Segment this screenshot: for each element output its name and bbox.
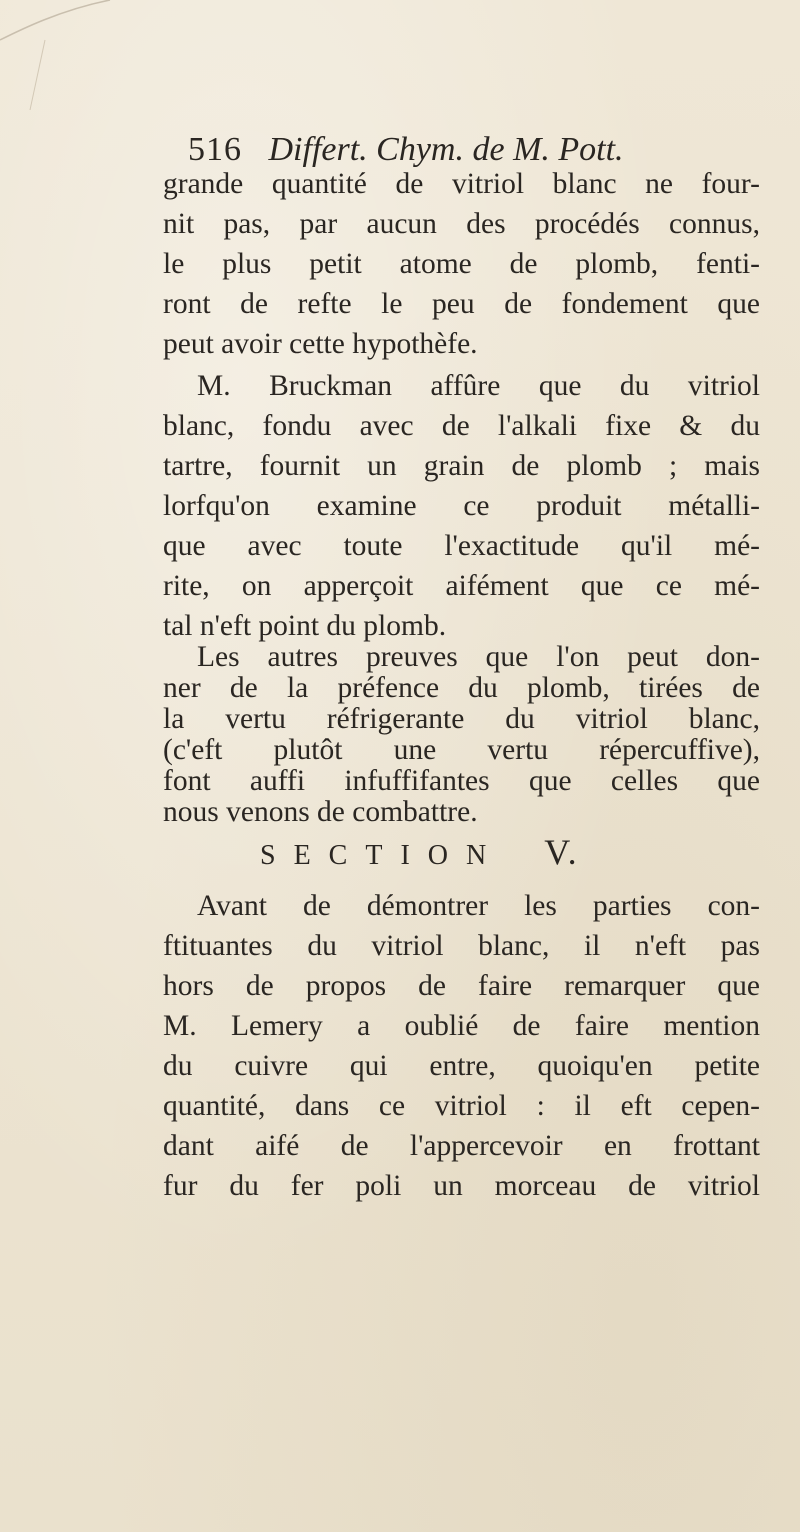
text-line: font auffi infuffifantes que celles que	[163, 765, 760, 797]
text-line: nit pas, par aucun des procédés connus,	[163, 208, 760, 240]
text-line: dant aifé de l'appercevoir en frottant	[163, 1130, 760, 1162]
text-line: quantité, dans ce vitriol : il eft cepen-	[163, 1090, 760, 1122]
text-line: fur du fer poli un morceau de vitriol	[163, 1170, 760, 1202]
text-line: Avant de démontrer les parties con-	[197, 890, 760, 922]
text-line: M. Lemery a oublié de faire mention	[163, 1010, 760, 1042]
text-line: nous venons de combattre.	[163, 796, 478, 828]
text-line: ront de refte le peu de fondement que	[163, 288, 760, 320]
text-line: M. Bruckman affûre que du vitriol	[197, 370, 760, 402]
text-line: rite, on apperçoit aifément que ce mé-	[163, 570, 760, 602]
section-heading	[260, 830, 700, 874]
text-line: le plus petit atome de plomb, fenti-	[163, 248, 760, 280]
section-number: V.	[544, 832, 579, 872]
text-line: lorfqu'on examine ce produit métalli-	[163, 490, 760, 522]
text-line: du cuivre qui entre, quoiqu'en petite	[163, 1050, 760, 1082]
text-line: peut avoir cette hypothèfe.	[163, 328, 478, 360]
text-line: (c'eft plutôt une vertu répercuffive),	[163, 734, 760, 766]
text-line: hors de propos de faire remarquer que	[163, 970, 760, 1002]
text-line: tal n'eft point du plomb.	[163, 610, 447, 642]
text-line: tartre, fournit un grain de plomb ; mais	[163, 450, 760, 482]
text-line: Les autres preuves que l'on peut don-	[197, 641, 760, 673]
scan-corner-mark	[0, 0, 120, 110]
text-line: la vertu réfrigerante du vitriol blanc,	[163, 703, 760, 735]
page-number: 516	[188, 131, 242, 168]
text-line: blanc, fondu avec de l'alkali fixe & du	[163, 410, 760, 442]
text-line: grande quantité de vitriol blanc ne four-	[163, 168, 760, 200]
running-title: Differt. Chym. de M. Pott.	[268, 131, 624, 168]
text-line: ner de la préfence du plomb, tirées de	[163, 672, 760, 704]
section-word: SECTION	[260, 840, 505, 871]
text-line: que avec toute l'exactitude qu'il mé-	[163, 530, 760, 562]
text-line: ftituantes du vitriol blanc, il n'eft pas	[163, 930, 760, 962]
